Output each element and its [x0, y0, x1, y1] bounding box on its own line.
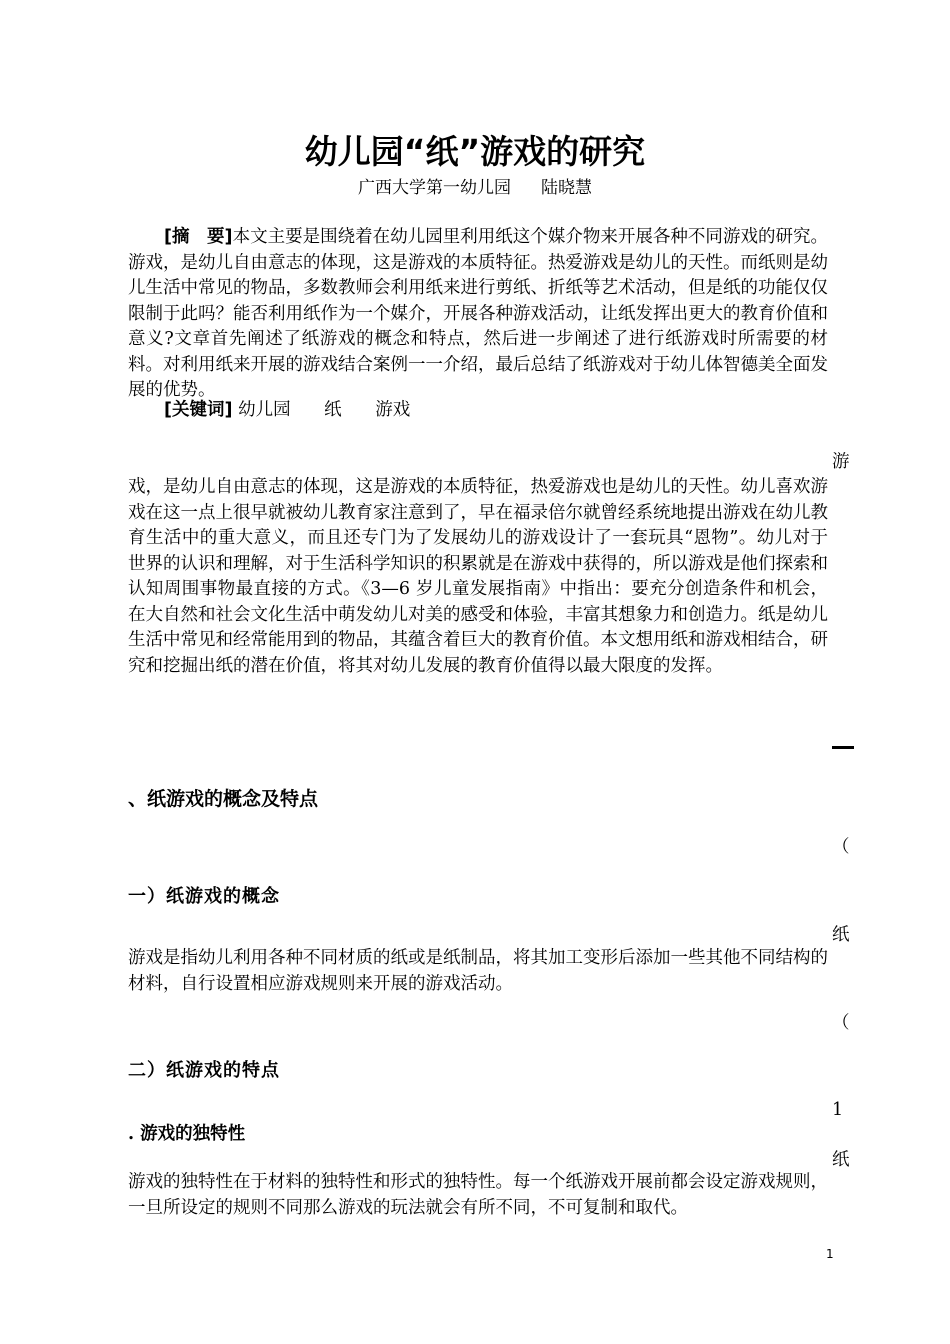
margin-fragment: （ [832, 837, 850, 857]
section-heading: 、纸游戏的概念及特点 [128, 788, 319, 810]
keywords-label: [关键词] [164, 400, 233, 420]
page-title: 幼儿园“纸”游戏的研究 [304, 132, 646, 171]
author-name: 陆晓慧 [541, 178, 592, 198]
margin-fragment: 纸 [832, 1150, 850, 1170]
margin-fragment: 1 [832, 1100, 844, 1120]
subsection-heading: 一）纸游戏的概念 [128, 886, 280, 907]
keywords [164, 398, 764, 424]
author-line [0, 176, 950, 200]
introduction-paragraph: 戏，是幼儿自由意志的体现，这是游戏的本质特征，热爱游戏也是幼儿的天性。幼儿喜欢游戏在这一点上很早就被幼儿教育家注意到了，早在福录倍尔就曾经系统地提出游戏在幼儿教育生活中的重大意义，而且还专门为了发展幼儿的游戏设计了一套玩具“恩物”。幼儿对于世界的认识和理解，对于生活科学知识的积累就是在游戏中获得的，所以游戏是他们探索和认知周围事物最直接的方式。《3—6 岁儿童发展指南》中指出：要充分创造条件和机会，在大自然和社会文化生活中萌发幼儿对美的感受和体验，丰富其想象力和创造力。纸是幼儿生活中常见和经常能用到的物品，其蕴含着巨大的教育价值。本文想用纸和游戏相结合，研究和挖掘出纸的潜在价值，将其对幼儿发展的教育价值得以最大限度的发挥。 [128, 477, 828, 676]
keyword-item: 游戏 [375, 400, 411, 420]
margin-fragment: 游 [832, 452, 850, 472]
page-number: 1 [826, 1247, 834, 1261]
abstract-text: 本文主要是围绕着在幼儿园里利用纸这个媒介物来开展各种不同游戏的研究。游戏，是幼儿自由意志的体现，这是游戏的本质特征。热爱游戏是幼儿的天性。而纸则是幼儿生活中常见的物品，多数教师会利用纸来进行剪纸、折纸等艺术活动，但是纸的功能仅仅限制于此吗？能否利用纸作为一个媒介，开展各种游戏活动，让纸发挥出更大的教育价值和意义?文章首先阐述了纸游戏的概念和特点，然后进一步阐述了进行纸游戏时所需要的材料。对利用纸来开展的游戏结合案例一一介绍，最后总结了纸游戏对于幼儿体智德美全面发展的优势。 [128, 227, 829, 400]
author-affiliation: 广西大学第一幼儿园 [358, 178, 511, 198]
section-number-dash [832, 746, 854, 749]
abstract-label: [摘 要] [164, 227, 233, 247]
subsection-heading: 二）纸游戏的特点 [128, 1060, 280, 1081]
margin-fragment: 纸 [832, 925, 850, 945]
margin-fragment: （ [832, 1013, 850, 1033]
keyword-item: 纸 [324, 400, 342, 420]
definition-paragraph: 游戏是指幼儿利用各种不同材质的纸或是纸制品，将其加工变形后添加一些其他不同结构的材料，自行设置相应游戏规则来开展的游戏活动。 [128, 948, 828, 994]
keyword-item: 幼儿园 [238, 400, 291, 420]
abstract [128, 225, 828, 404]
point-heading: . 游戏的独特性 [128, 1124, 246, 1144]
uniqueness-paragraph: 游戏的独特性在于材料的独特性和形式的独特性。每一个纸游戏开展前都会设定游戏规则，一旦所设定的规则不同那么游戏的玩法就会有所不同，不可复制和取代。 [128, 1172, 828, 1218]
